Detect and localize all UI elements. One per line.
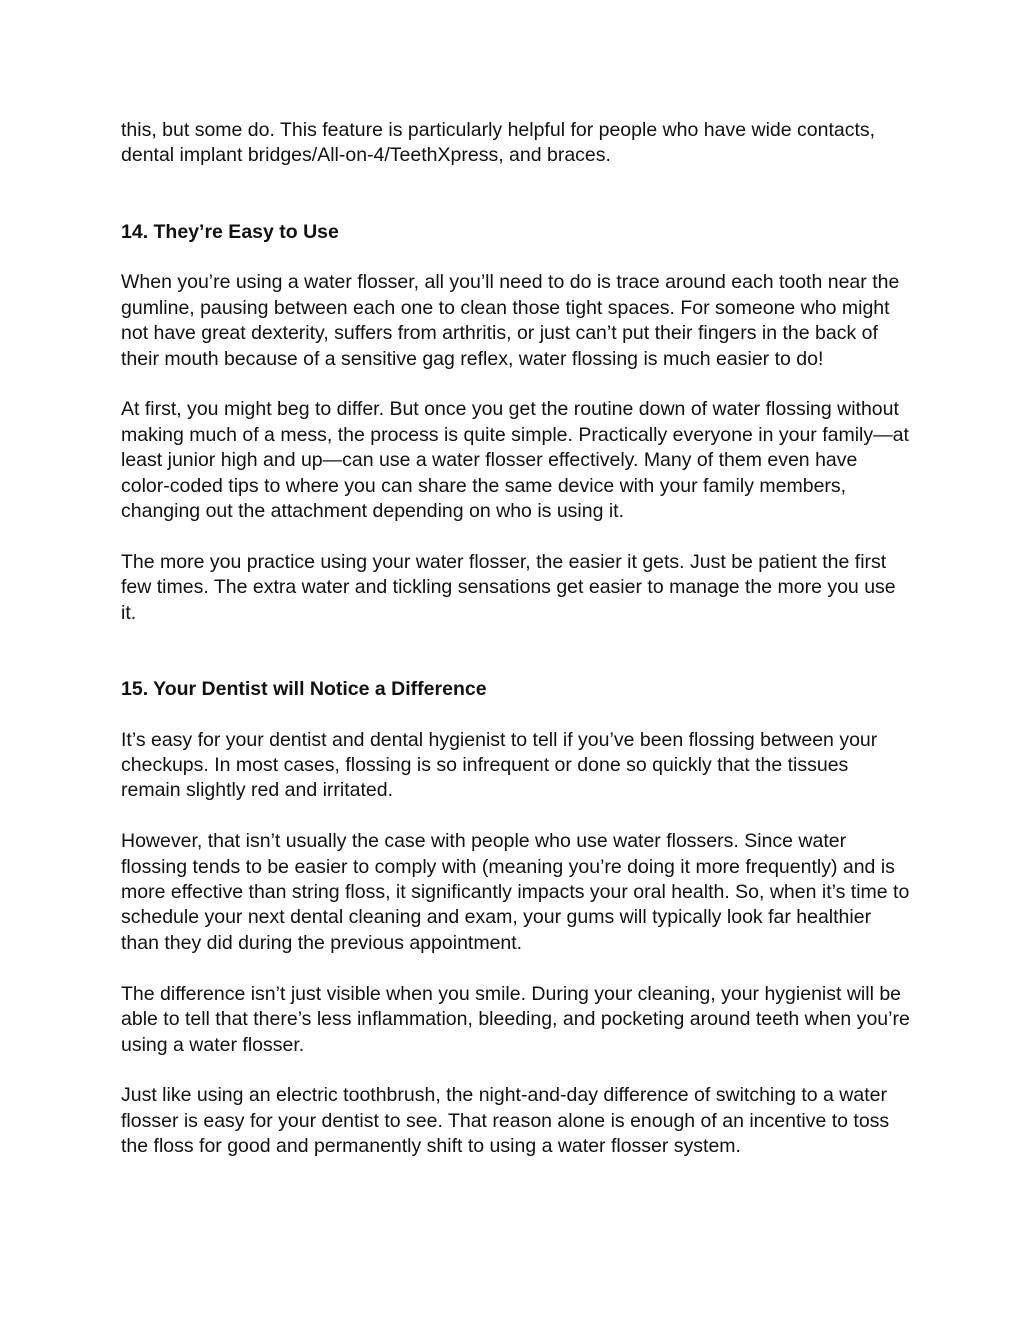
paragraph: However, that isn’t usually the case with people who use water flossers. Since water flossing tends to be easier to comply with (meaning you’re doing it more frequently) and is more effective than string floss, it significantly impacts your oral health. So, when it’s time to schedule your next dental cleaning and exam, your gums will typically look far healthier than they did during the previous appointment. [121,830,910,954]
document-page [121,118,911,1160]
paragraph: Just like using an electric toothbrush, the night-and-day difference of switching to a water flosser is easy for your dentist to see. That reason alone is enough of an incentive to toss the floss for good and permanently shift to using a water flosser system. [121,1084,890,1158]
paragraph: At first, you might beg to differ. But once you get the routine down of water flossing without making much of a mess, the process is quite simple. Practically everyone in your family—at least junior high and up—can use a water flosser effectively. Many of them even have color-coded tips to where you can share the same device with your family members, changing out the attachment depending on who is using it. [121,398,909,523]
paragraph: It’s easy for your dentist and dental hygienist to tell if you’ve been flossing between your checkups. In most cases, flossing is so infrequent or done so quickly that the tissues remain slightly red and irritated. [121,728,878,802]
heading-section-15: 15. Your Dentist will Notice a Difference [121,677,487,700]
paragraph: When you’re using a water flosser, all you’ll need to do is trace around each tooth near the gumline, pausing between each one to clean those tight spaces. For someone who might not have great dexterity, suffers from arthritis, or just can’t put their fingers in the back of their mouth because of a sensitive gag reflex, water flossing is much easier to do! [121,271,900,370]
heading-section-14: 14. They’re Easy to Use [121,220,339,243]
paragraph-intro-continuation: this, but some do. This feature is particularly helpful for people who have wide contacts, dental implant bridges/All-on-4/TeethXpress, and braces. [121,119,876,167]
paragraph: The difference isn’t just visible when you smile. During your cleaning, your hygienist will be able to tell that there’s less inflammation, bleeding, and pocketing around teeth when you’re using a water flosser. [121,982,910,1056]
paragraph: The more you practice using your water flosser, the easier it gets. Just be patient the first few times. The extra water and tickling sensations get easier to manage the more you use it. [121,550,896,624]
